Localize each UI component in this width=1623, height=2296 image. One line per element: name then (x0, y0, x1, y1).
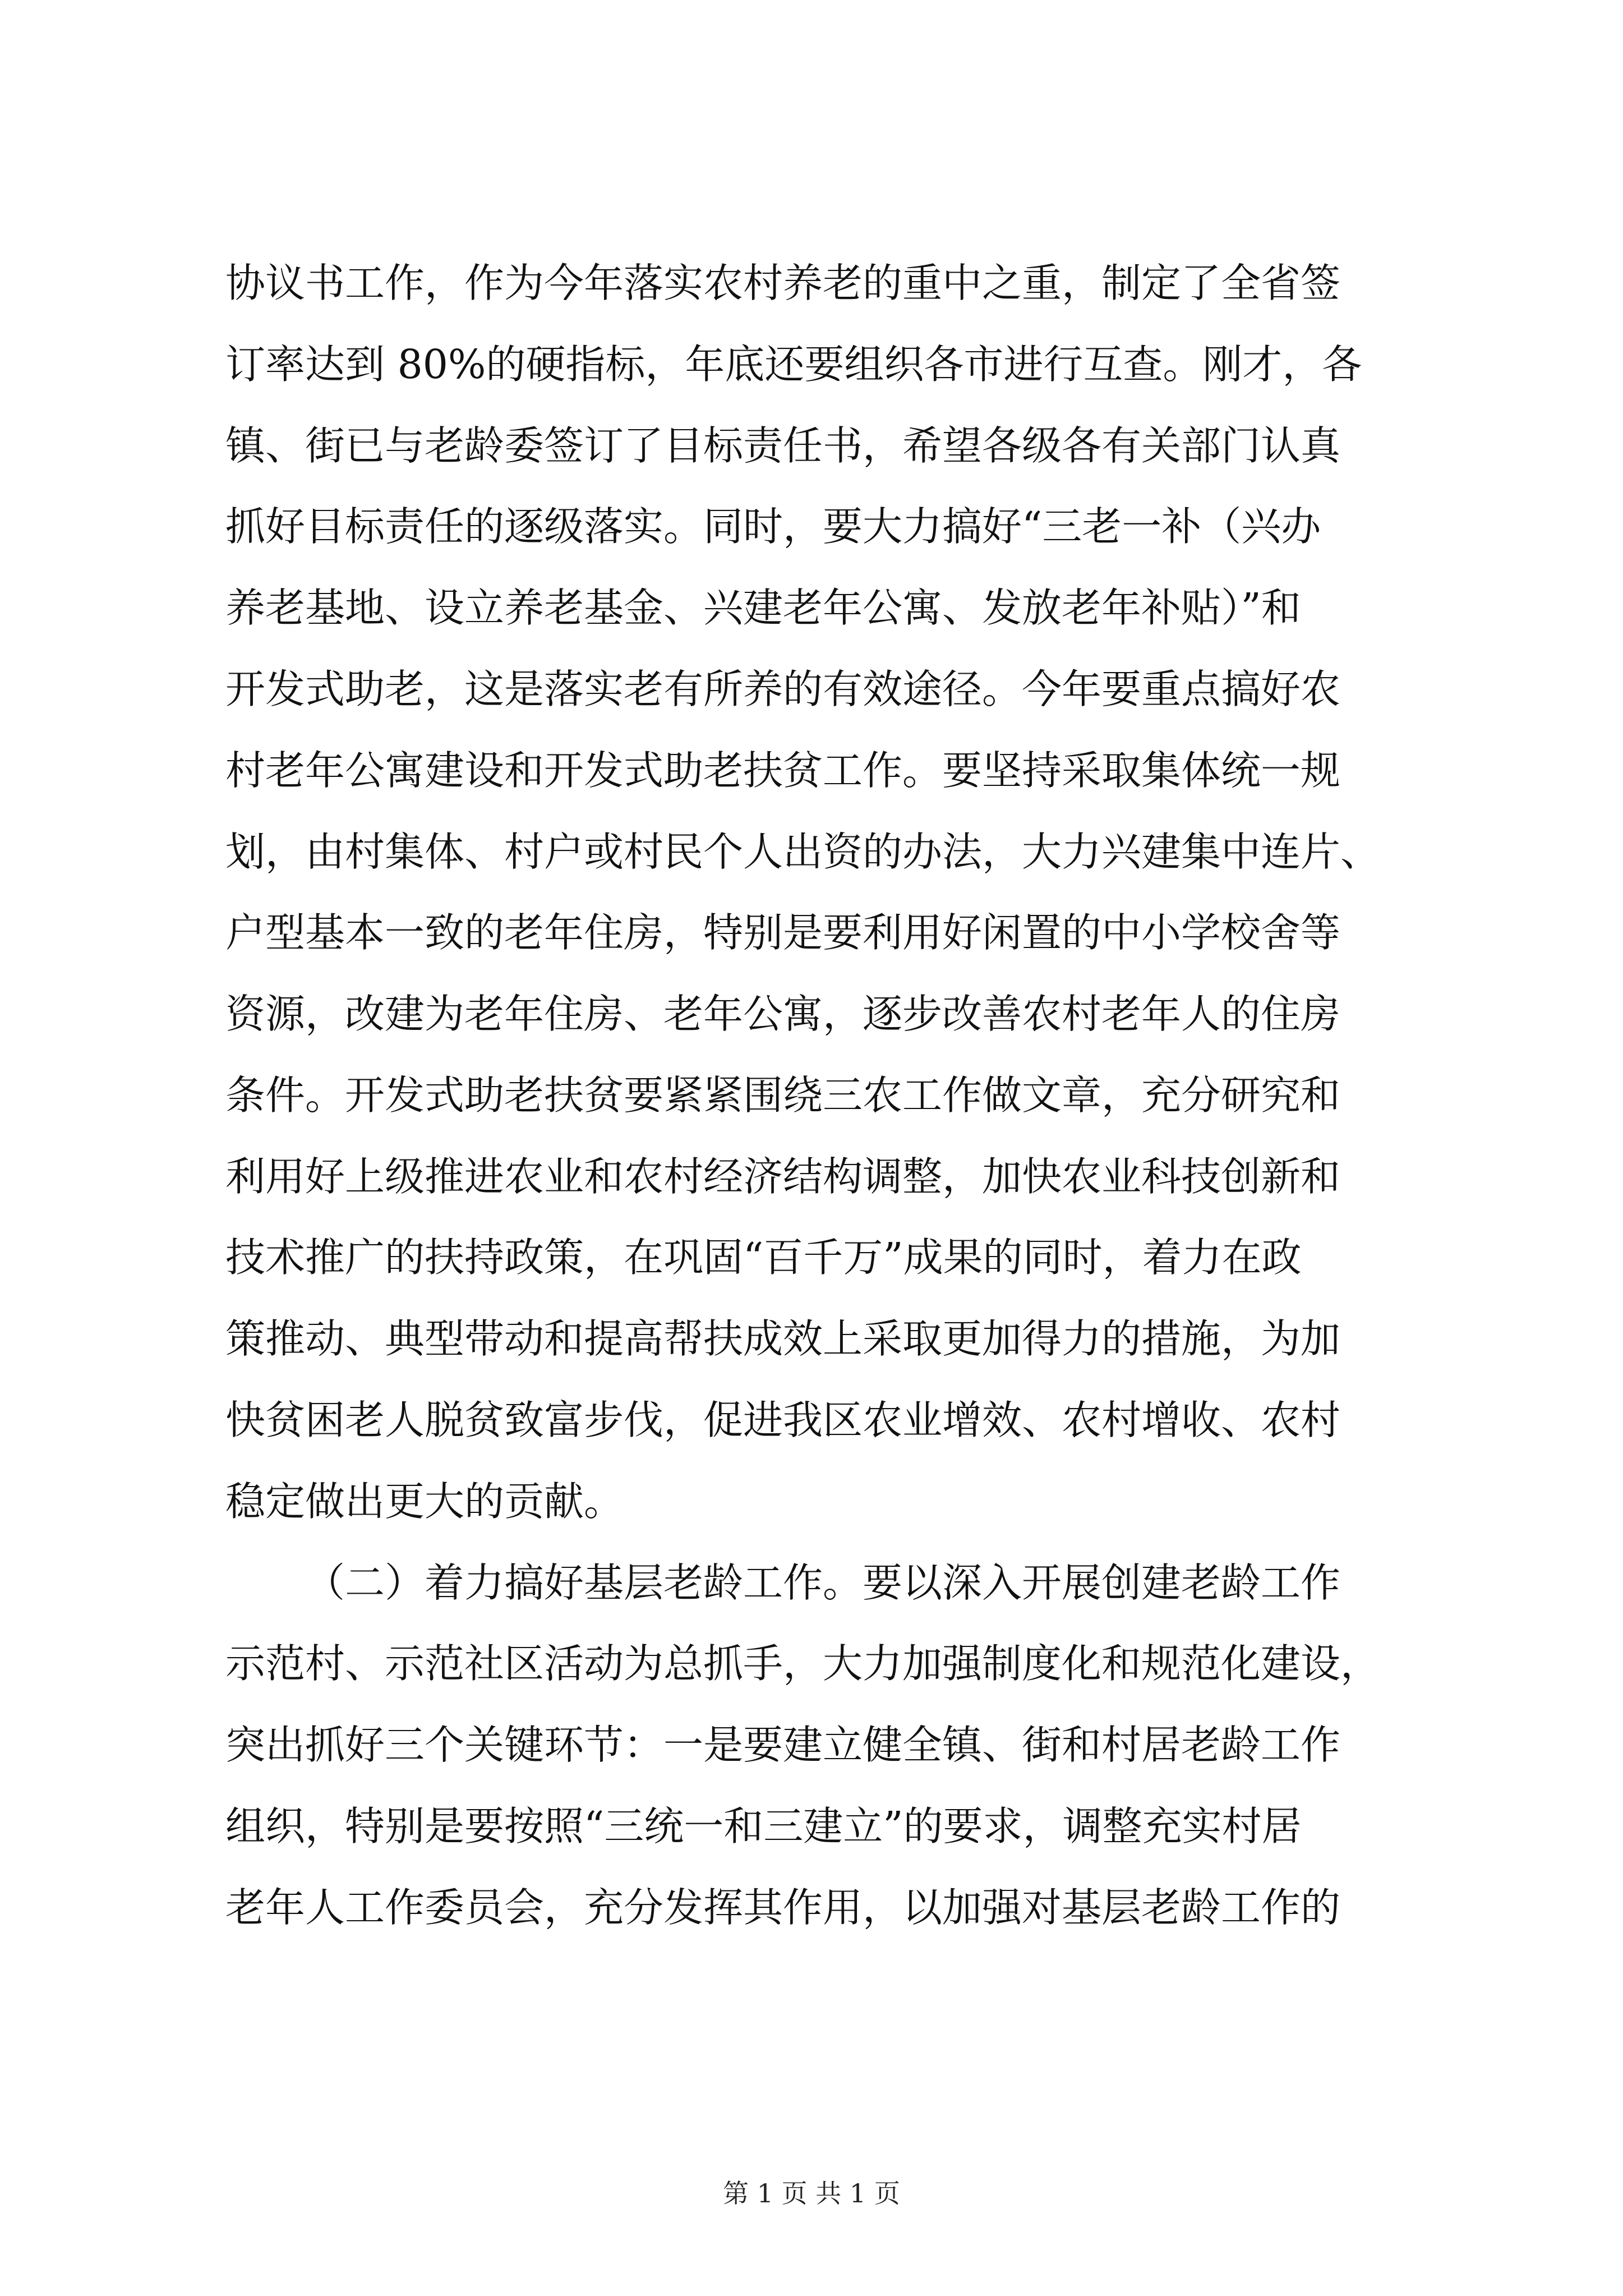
text-line: 养老基地、设立养老基金、兴建老年公寓、发放老年补贴）”和 (225, 585, 1301, 631)
text-line: 协议书工作，作为今年落实农村养老的重中之重，制定了全省签 (225, 260, 1341, 306)
text-line: 镇、街已与老龄委签订了目标责任书，希望各级各有关部门认真 (225, 422, 1341, 469)
text-line: 抓好目标责任的逐级落实。同时，要大力搞好“三老一补（兴办 (225, 503, 1321, 550)
text-line: 订率达到 80%的硬指标，年底还要组织各市进行互查。刚才，各 (225, 341, 1362, 388)
text-line: 突出抓好三个关键环节：一是要建立健全镇、街和村居老龄工作 (225, 1722, 1341, 1768)
text-line: 村老年公寓建设和开发式助老扶贫工作。要坚持采取集体统一规 (225, 747, 1341, 794)
text-line: 资源，改建为老年住房、老年公寓，逐步改善农村老年人的住房 (225, 991, 1341, 1037)
text-line: 户型基本一致的老年住房，特别是要利用好闲置的中小学校舍等 (225, 909, 1341, 956)
text-line: 示范村、示范社区活动为总抓手，大力加强制度化和规范化建设， (225, 1640, 1381, 1687)
section-heading-line: （二）着力搞好基层老龄工作。要以深入开展创建老龄工作 (305, 1559, 1341, 1606)
text-line: 稳定做出更大的贡献。 (225, 1478, 624, 1525)
text-line: 划，由村集体、村户或村民个人出资的办法，大力兴建集中连片、 (225, 829, 1381, 875)
text-line: 条件。开发式助老扶贫要紧紧围绕三农工作做文章，充分研究和 (225, 1072, 1341, 1119)
text-line: 策推动、典型带动和提高帮扶成效上采取更加得力的措施，为加 (225, 1315, 1341, 1362)
text-line: 老年人工作委员会，充分发挥其作用，以加强对基层老龄工作的 (225, 1884, 1341, 1931)
text-line: 利用好上级推进农业和农村经济结构调整，加快农业科技创新和 (225, 1153, 1341, 1200)
text-line: 开发式助老，这是落实老有所养的有效途径。今年要重点搞好农 (225, 666, 1341, 712)
text-line: 快贫困老人脱贫致富步伐，促进我区农业增效、农村增收、农村 (225, 1397, 1341, 1443)
page-footer: 第 1 页 共 1 页 (723, 2178, 900, 2208)
text-line: 组织，特别是要按照“三统一和三建立”的要求，调整充实村居 (225, 1803, 1302, 1849)
text-line: 技术推广的扶持政策，在巩固“百千万”成果的同时，着力在政 (225, 1234, 1302, 1281)
